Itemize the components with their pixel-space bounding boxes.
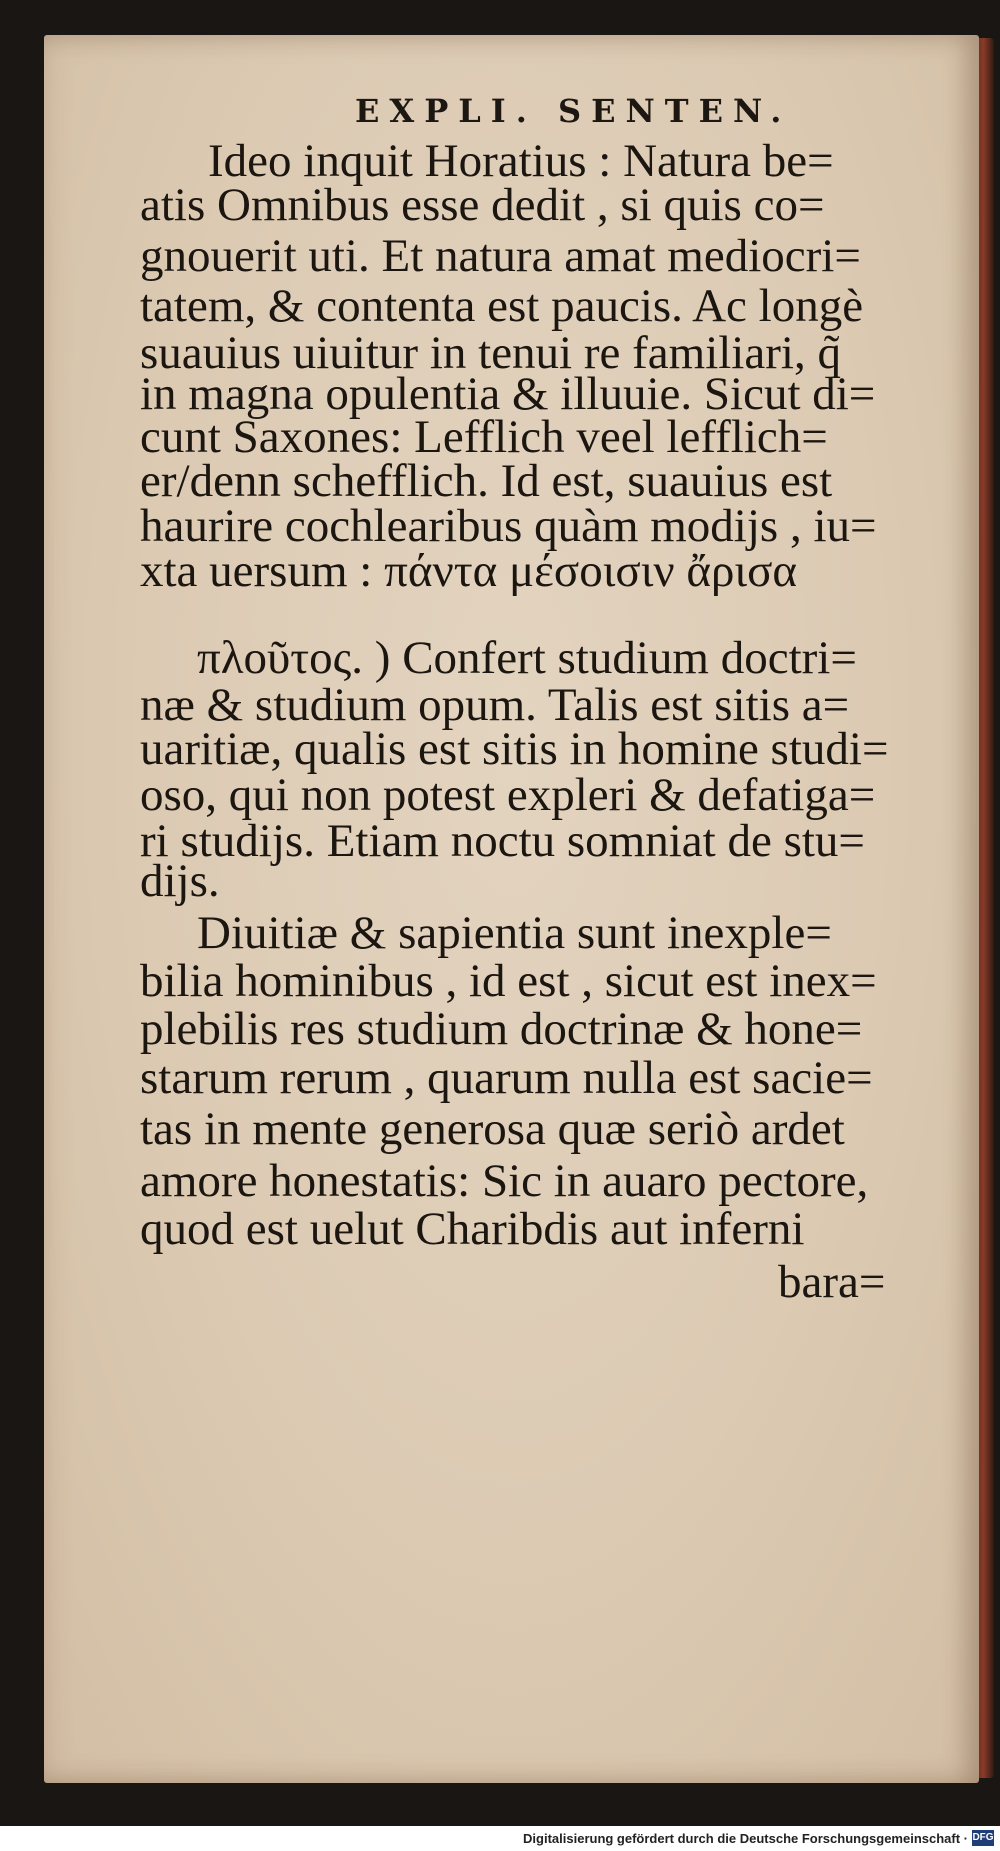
- text-line: haurire cochlearibus quàm modijs , iu=: [140, 500, 877, 552]
- text-line: quod est uelut Charibdis aut inferni: [140, 1203, 805, 1255]
- text-line: tatem, & contenta est paucis. Ac longè: [140, 280, 864, 332]
- text-line: næ & studium opum. Talis est sitis a=: [140, 679, 850, 731]
- text-line: uaritiæ, qualis est sitis in homine studi=: [140, 723, 889, 775]
- text-line: tas in mente generosa quæ seriò ardet: [140, 1103, 845, 1155]
- text-line: dijs.: [140, 855, 220, 907]
- text-line: Diuitiæ & sapientia sunt inexple=: [197, 907, 832, 959]
- text-line: atis Omnibus esse dedit , si quis co=: [140, 179, 825, 231]
- text-line: er/denn schefflich. Id est, suauius est: [140, 455, 833, 507]
- footer-credit: Digitalisierung gefördert durch die Deutsche Forschungsgemeinschaft ·: [523, 1831, 968, 1846]
- text-line: suauius uiuitur in tenui re familiari, q̃: [140, 327, 841, 379]
- text-line: πλοῦτος. ) Confert studium doctri=: [197, 632, 857, 684]
- text-line: amore honestatis: Sic in auaro pectore,: [140, 1155, 869, 1207]
- text-line: bilia hominibus , id est , sicut est inex=: [140, 955, 877, 1007]
- text-line: plebilis res studium doctrinæ & hone=: [140, 1003, 863, 1055]
- text-line: oso, qui non potest expleri & defatiga=: [140, 769, 876, 821]
- text-line: cunt Saxones: Lefflich veel lefflich=: [140, 411, 828, 463]
- text-line: xta uersum : πάντα μέσοισιν ἄρισα: [140, 545, 798, 597]
- dfg-logo-icon: DFG: [972, 1830, 994, 1846]
- text-line: ri studijs. Etiam noctu somniat de stu=: [140, 815, 865, 867]
- text-line: gnouerit uti. Et natura amat mediocri=: [140, 230, 861, 282]
- text-line: bara=: [778, 1256, 886, 1308]
- footer-bar: [0, 1826, 1000, 1851]
- text-line: starum rerum , quarum nulla est sacie=: [140, 1052, 873, 1104]
- text-line: in magna opulentia & illuuie. Sicut di=: [140, 368, 876, 420]
- running-header: EXPLI. SENTEN.: [355, 92, 792, 130]
- text-line: Ideo inquit Horatius : Natura be=: [208, 135, 834, 187]
